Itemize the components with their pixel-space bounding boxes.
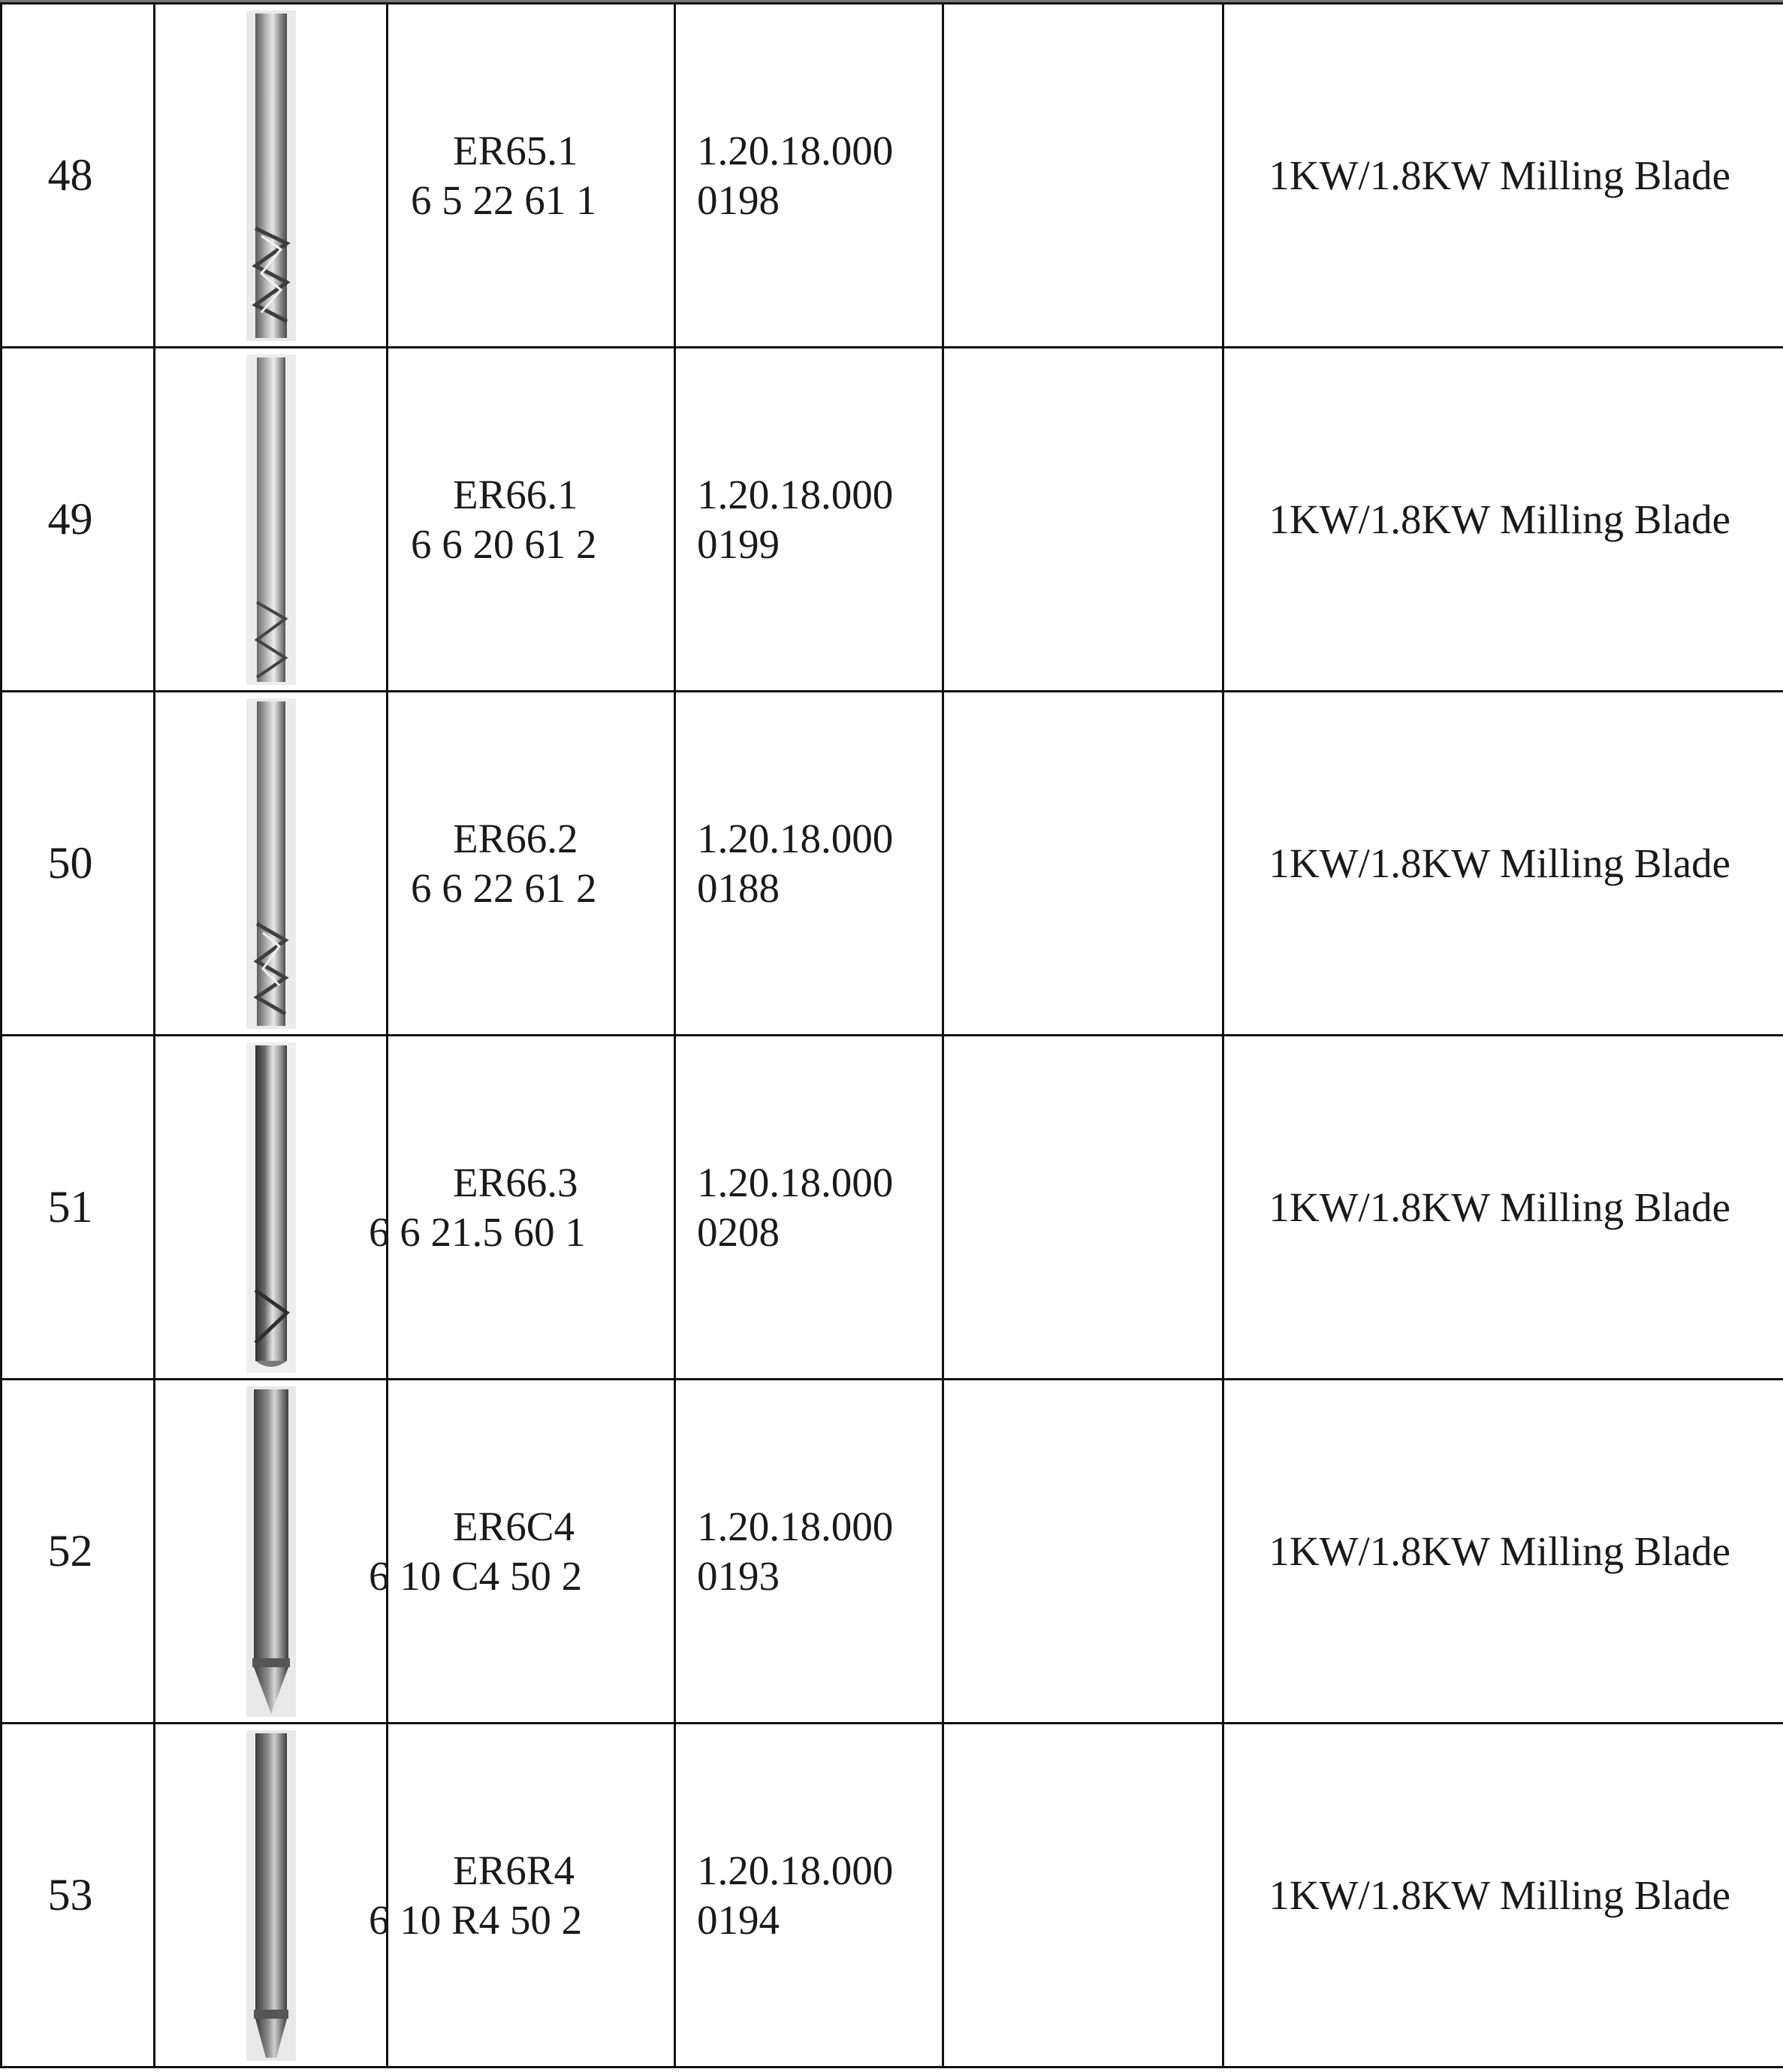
tool-image-cell: [155, 1380, 388, 1724]
milling-bit-image: [155, 698, 386, 1029]
part-code-cell: [675, 4, 943, 348]
blank-cell: [943, 1380, 1223, 1724]
blank-cell: [943, 692, 1223, 1036]
model-spec: 6 6 20 61 2: [411, 520, 597, 567]
model-code: ER66.2: [453, 815, 578, 861]
model-code: ER6R4: [453, 1847, 575, 1893]
part-code-line1: 1.20.18.000: [697, 1503, 894, 1549]
tool-image-cell: [155, 692, 388, 1036]
model-cell: [388, 692, 675, 1036]
description-cell: 1KW/1.8KW Milling Blade: [1223, 1036, 1783, 1380]
part-code-line2: 0188: [697, 864, 780, 911]
blank-cell: [943, 348, 1223, 692]
blank-cell: [943, 1036, 1223, 1380]
row-number: 52: [2, 1380, 155, 1724]
model-cell: [388, 4, 675, 348]
model-code: ER6C4: [453, 1503, 575, 1549]
model-cell: [369, 1724, 675, 2067]
description-cell: 1KW/1.8KW Milling Blade: [1223, 4, 1783, 348]
model-cell: [388, 348, 675, 692]
model-spec: 6 6 22 61 2: [411, 864, 597, 911]
part-code-cell: [675, 348, 943, 692]
model-cell: [369, 1036, 675, 1380]
table-row: [2, 348, 1783, 692]
part-code-line2: 0199: [697, 520, 780, 567]
part-code-line1: 1.20.18.000: [697, 1159, 894, 1205]
model-spec: 6 10 C4 50 2: [369, 1552, 583, 1599]
milling-bit-image: [155, 1730, 386, 2061]
row-number: 48: [2, 4, 155, 348]
row-number: 51: [2, 1036, 155, 1380]
description-cell: 1KW/1.8KW Milling Blade: [1223, 692, 1783, 1036]
milling-bit-image: [155, 1042, 386, 1373]
tool-image-cell: [155, 4, 388, 348]
table-row: [2, 1036, 1783, 1380]
table-row: [2, 1724, 1783, 2067]
model-cell: [369, 1380, 675, 1724]
parts-table: [0, 2, 1783, 2068]
part-code-cell: [675, 692, 943, 1036]
row-number: 49: [2, 348, 155, 692]
model-spec: 6 5 22 61 1: [411, 176, 597, 223]
row-number: 53: [2, 1724, 155, 2067]
milling-bit-image: [155, 354, 386, 685]
model-spec: 6 6 21.5 60 1: [369, 1208, 586, 1255]
part-code-cell: [675, 1724, 943, 2067]
part-code-line2: 0198: [697, 176, 780, 223]
table-row: [2, 692, 1783, 1036]
blank-cell: [943, 4, 1223, 348]
part-code-cell: [675, 1036, 943, 1380]
model-code: ER65.1: [453, 127, 578, 173]
model-code: ER66.1: [453, 471, 578, 517]
description-cell: 1KW/1.8KW Milling Blade: [1223, 1380, 1783, 1724]
part-code-line1: 1.20.18.000: [697, 127, 894, 173]
table-row: [2, 1380, 1783, 1724]
tool-image-cell: [155, 1724, 388, 2067]
part-code-line2: 0193: [697, 1552, 780, 1599]
blank-cell: [943, 1724, 1223, 2067]
table-row: [2, 4, 1783, 348]
part-code-line1: 1.20.18.000: [697, 815, 894, 861]
part-code-line1: 1.20.18.000: [697, 1847, 894, 1893]
model-code: ER66.3: [453, 1159, 578, 1205]
model-spec: 6 10 R4 50 2: [369, 1896, 583, 1943]
milling-bit-image: [155, 1386, 386, 1717]
part-code-line1: 1.20.18.000: [697, 471, 894, 517]
tool-image-cell: [155, 1036, 388, 1380]
description-cell: 1KW/1.8KW Milling Blade: [1223, 348, 1783, 692]
tool-image-cell: [155, 348, 388, 692]
milling-bit-image: [155, 11, 386, 341]
description-cell: 1KW/1.8KW Milling Blade: [1223, 1724, 1783, 2067]
part-code-line2: 0194: [697, 1896, 780, 1943]
row-number: 50: [2, 692, 155, 1036]
part-code-cell: [675, 1380, 943, 1724]
part-code-line2: 0208: [697, 1208, 780, 1255]
